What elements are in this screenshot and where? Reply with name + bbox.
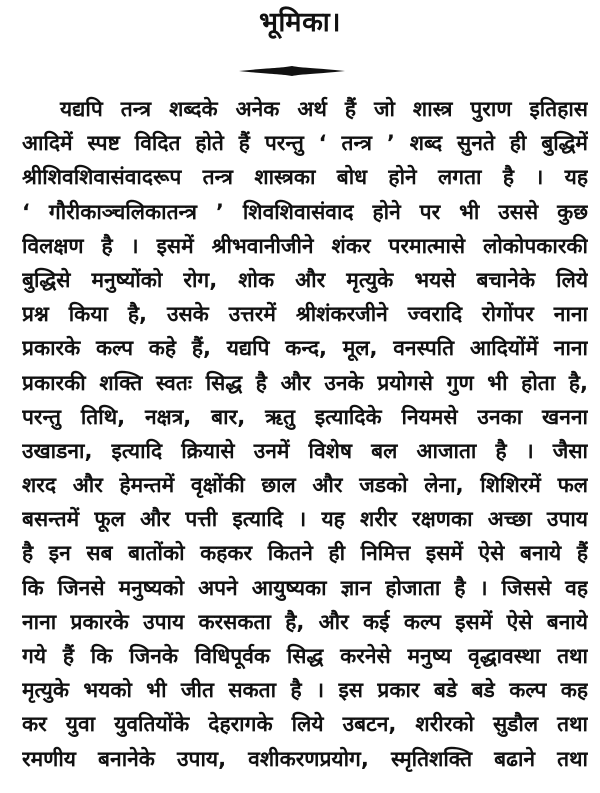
text-line: रमणीय बनानेके उपाय, वशीकरणप्रयोग, स्मृतिशक्ति बढाने तथा [22, 746, 588, 771]
text-line: गये हैं कि जिनके विधिपूर्वक सिद्ध करनेसे मनुष्य वृद्धावस्था तथा [22, 644, 588, 668]
text-line: प्रकारकी शक्ति स्वतः सिद्ध है और उनके प्रयोगसे गुण भी होता है, [22, 370, 588, 395]
text-line: प्रकारके कल्प कहे हैं, यद्यपि कन्द, मूल, वनस्पति आदियोंमें नाना [22, 336, 588, 361]
text-line: बुद्धिसे मनुष्योंको रोग, शोक और मृत्युके भयसे बचानेके लिये [22, 267, 588, 292]
text-line: आदिमें स्पष्ट विदित होते हैं परन्तु ‘ तन्त्र ’ शब्द सुनते ही बुद्धिमें [22, 131, 588, 156]
text-line: कर युवा युवतियोंके देहरागके लिये उबटन, शरीरको सुडौल तथा [22, 712, 588, 737]
text-line: शरद और हेमन्तमें वृक्षोंकी छाल और जडको लेना, शिशिरमें फल [22, 473, 588, 498]
text-line: परन्तु तिथि, नक्षत्र, बार, ऋतु इत्यादिके नियमसे उनका खनना [22, 404, 588, 429]
text-line: कि जिनसे मनुष्यको अपने आयुष्यका ज्ञान होजाता है । जिससे वह [22, 575, 588, 600]
text-line: ‘ गौरीकाञ्चलिकातन्त्र ’ शिवशिवासंवाद होने पर भी उससे कुछ [22, 199, 588, 224]
preface-paragraph [22, 92, 588, 776]
text-line: बसन्तमें फूल और पत्ती इत्यादि । यह शरीर रक्षणका अच्छा उपाय [22, 507, 588, 532]
text-line: विलक्षण है । इसमें श्रीभवानीजीने शंकर परमात्मासे लोकोपकारकी [22, 233, 588, 258]
text-line: मृत्युके भयको भी जीत सकता है । इस प्रकार बडे बडे कल्प कह [22, 678, 588, 703]
text-line: है इन सब बातोंको कहकर कितने ही निमित्त इसमें ऐसे बनाये हैं [22, 541, 588, 566]
text-line: श्रीशिवशिवासंवादरूप तन्त्र शास्त्रका बोध होने लगता है । यह [22, 165, 588, 190]
text-line: प्रश्न किया है, उसके उत्तरमें श्रीशंकरजीने ज्वरादि रोगोंपर नाना [22, 302, 588, 327]
text-line: उखाडना, इत्यादि क्रियासे उनमें विशेष बल आजाता है । जैसा [22, 438, 588, 463]
text-line: नाना प्रकारके उपाय करसकता है, और कई कल्प इसमें ऐसे बनाये [22, 609, 588, 634]
page-title: भूमिका। [258, 7, 342, 38]
text-line: यद्यपि तन्त्र शब्दके अनेक अर्थ हैं जो शास्त्र पुराण इतिहास [60, 97, 588, 121]
decorative-rule-icon [237, 64, 347, 78]
